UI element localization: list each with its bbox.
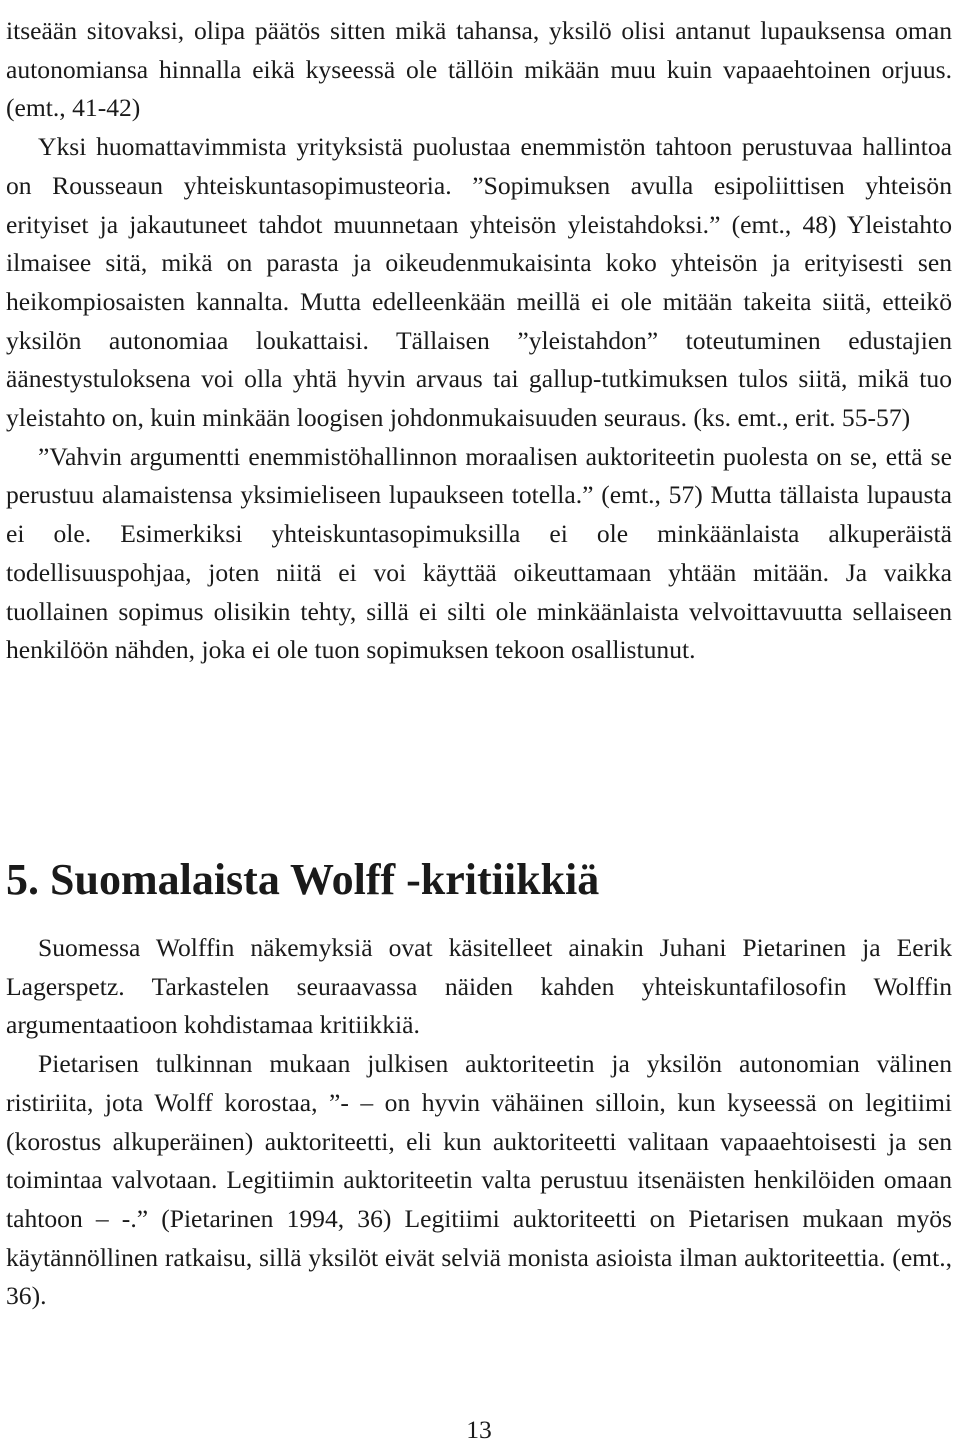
section-heading: 5. Suomalaista Wolff -kritiikkiä [6,855,600,904]
paragraph-rousseau: Yksi huomattavimmista yrityksistä puolustaa enemmistön tahtoon perustuvaa hallintoa on Rousseaun yhteiskuntasopimusteoria. ”Sopimuksen avulla esipoliittisen yhteisön erityiset ja jakautuneet tahdot muunnetaan yhteisön yleistahdoksi.” (emt., 48) Yleistahto ilmaisee sitä, mikä on parasta ja oikeudenmukaisinta koko yhteisön ja erityisesti sen heikompiosaisten kannalta. Mutta edelleenkään meillä ei ole mitään takeita siitä, etteikö yksilön autonomiaa loukattaisi. Tällaisen ”yleistahdon” toteutuminen edustajien äänestystuloksena voi olla yhtä hyvin arvaus tai gallup-tutkimuksen tulos siitä, mikä tuo yleistahto on, kuin minkään loogisen johdonmukaisuuden seuraus. (ks. emt., erit. 55-57) [6,132,952,433]
paragraph-intro: Suomessa Wolffin näkemyksiä ovat käsitelleet ainakin Juhani Pietarinen ja Eerik Lagerspetz. Tarkastelen seuraavassa näiden kahden yhteiskuntafilosofin Wolffin argumentaatioon kohdistamaa kritiikkiä. [6,933,952,1040]
document-page [6,0,952,1448]
text-block-upper [6,12,952,670]
text-block-lower [6,929,952,1316]
page-number: 13 [466,1415,492,1444]
paragraph-argument: ”Vahvin argumentti enemmistöhallinnon moraalisen auktoriteetin puolesta on se, että se perustuu alamaistensa yksimieliseen lupaukseen totella.” (emt., 57) Mutta tällaista lupausta ei ole. Esimerkiksi yhteiskuntasopimuksilla ei ole minkäänlaista alkuperäistä todellisuuspohjaa, joten niitä ei voi käyttää oikeuttamaan yhtään mitään. Ja vaikka tuollainen sopimus olisikin tehty, sillä ei silti ole minkäänlaista velvoittavuutta sellaiseen henkilöön nähden, joka ei ole tuon sopimuksen tekoon osallistunut. [6,441,952,665]
paragraph-pietarinen: Pietarisen tulkinnan mukaan julkisen auktoriteetin ja yksilön autonomian välinen ristiriita, jota Wolff korostaa, ”- – on hyvin vähäinen silloin, kun kyseessä on legitiimi (korostus alkuperäinen) auktoriteetti, eli kun auktoriteetti valitaan vapaaehtoisesti ja sen toimintaa valvotaan. Legitiimin auktoriteetin valta perustuu itsenäisten henkilöiden omaan tahtoon – -.” (Pietarinen 1994, 36) Legitiimi auktoriteetti on Pietarisen mukaan myös käytännöllinen ratkaisu, sillä yksilöt eivät selviä monista asioista ilman auktoriteettia. (emt., 36). [6,1049,952,1311]
paragraph-continuation: itseään sitovaksi, olipa päätös sitten mikä tahansa, yksilö olisi antanut lupauksensa oman autonomiansa hinnalla eikä kyseessä ole tällöin mikään muu kuin vapaaehtoinen orjuus. (emt., 41-42) [6,16,952,123]
